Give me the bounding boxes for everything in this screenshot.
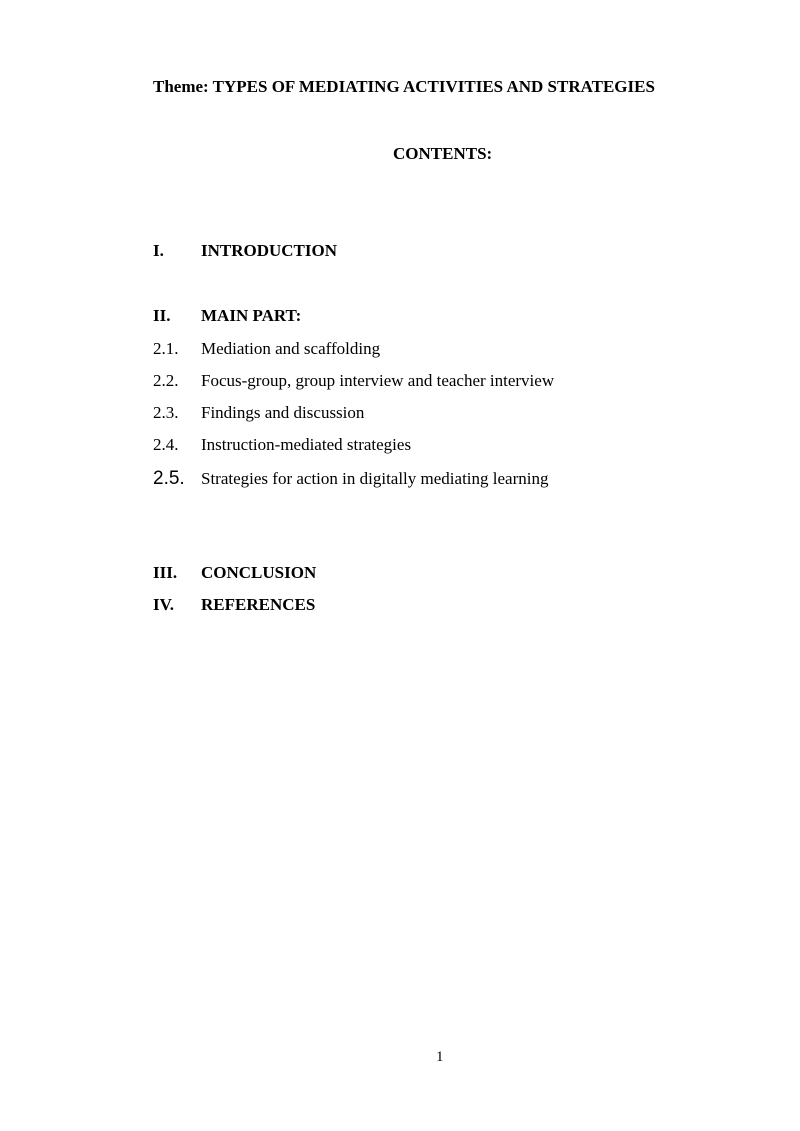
toc-label: MAIN PART:	[201, 306, 302, 325]
document-theme-title: Theme: TYPES OF MEDIATING ACTIVITIES AND STRATEGIES	[153, 77, 655, 96]
toc-item-references	[153, 595, 315, 615]
page-number: 1	[436, 1049, 444, 1065]
toc-number: 2.5.	[153, 468, 185, 489]
toc-number: 2.4.	[153, 435, 179, 454]
toc-number: III.	[153, 563, 178, 582]
toc-label: INTRODUCTION	[201, 241, 338, 260]
toc-number: II.	[153, 306, 171, 325]
toc-label: Focus-group, group interview and teacher interview	[201, 371, 555, 390]
toc-subitem-2-1	[153, 339, 380, 359]
toc-number: 2.1.	[153, 339, 179, 358]
toc-number: I.	[153, 241, 164, 260]
toc-label: CONCLUSION	[201, 563, 317, 582]
toc-label: Mediation and scaffolding	[201, 339, 381, 358]
toc-label: Strategies for action in digitally mediating learning	[201, 469, 549, 488]
toc-subitem-2-3	[153, 403, 364, 423]
toc-item-conclusion	[153, 563, 316, 583]
toc-number: 2.2.	[153, 371, 179, 390]
toc-number: IV.	[153, 595, 174, 614]
toc-label: Findings and discussion	[201, 403, 365, 422]
toc-label: REFERENCES	[201, 595, 316, 614]
toc-subitem-2-5	[153, 468, 548, 490]
toc-number: 2.3.	[153, 403, 179, 422]
toc-subitem-2-2	[153, 371, 554, 391]
contents-heading: CONTENTS:	[393, 144, 493, 163]
toc-label: Instruction-mediated strategies	[201, 435, 412, 454]
toc-subitem-2-4	[153, 435, 411, 455]
toc-item-main-part	[153, 306, 301, 326]
toc-item-introduction	[153, 241, 337, 261]
